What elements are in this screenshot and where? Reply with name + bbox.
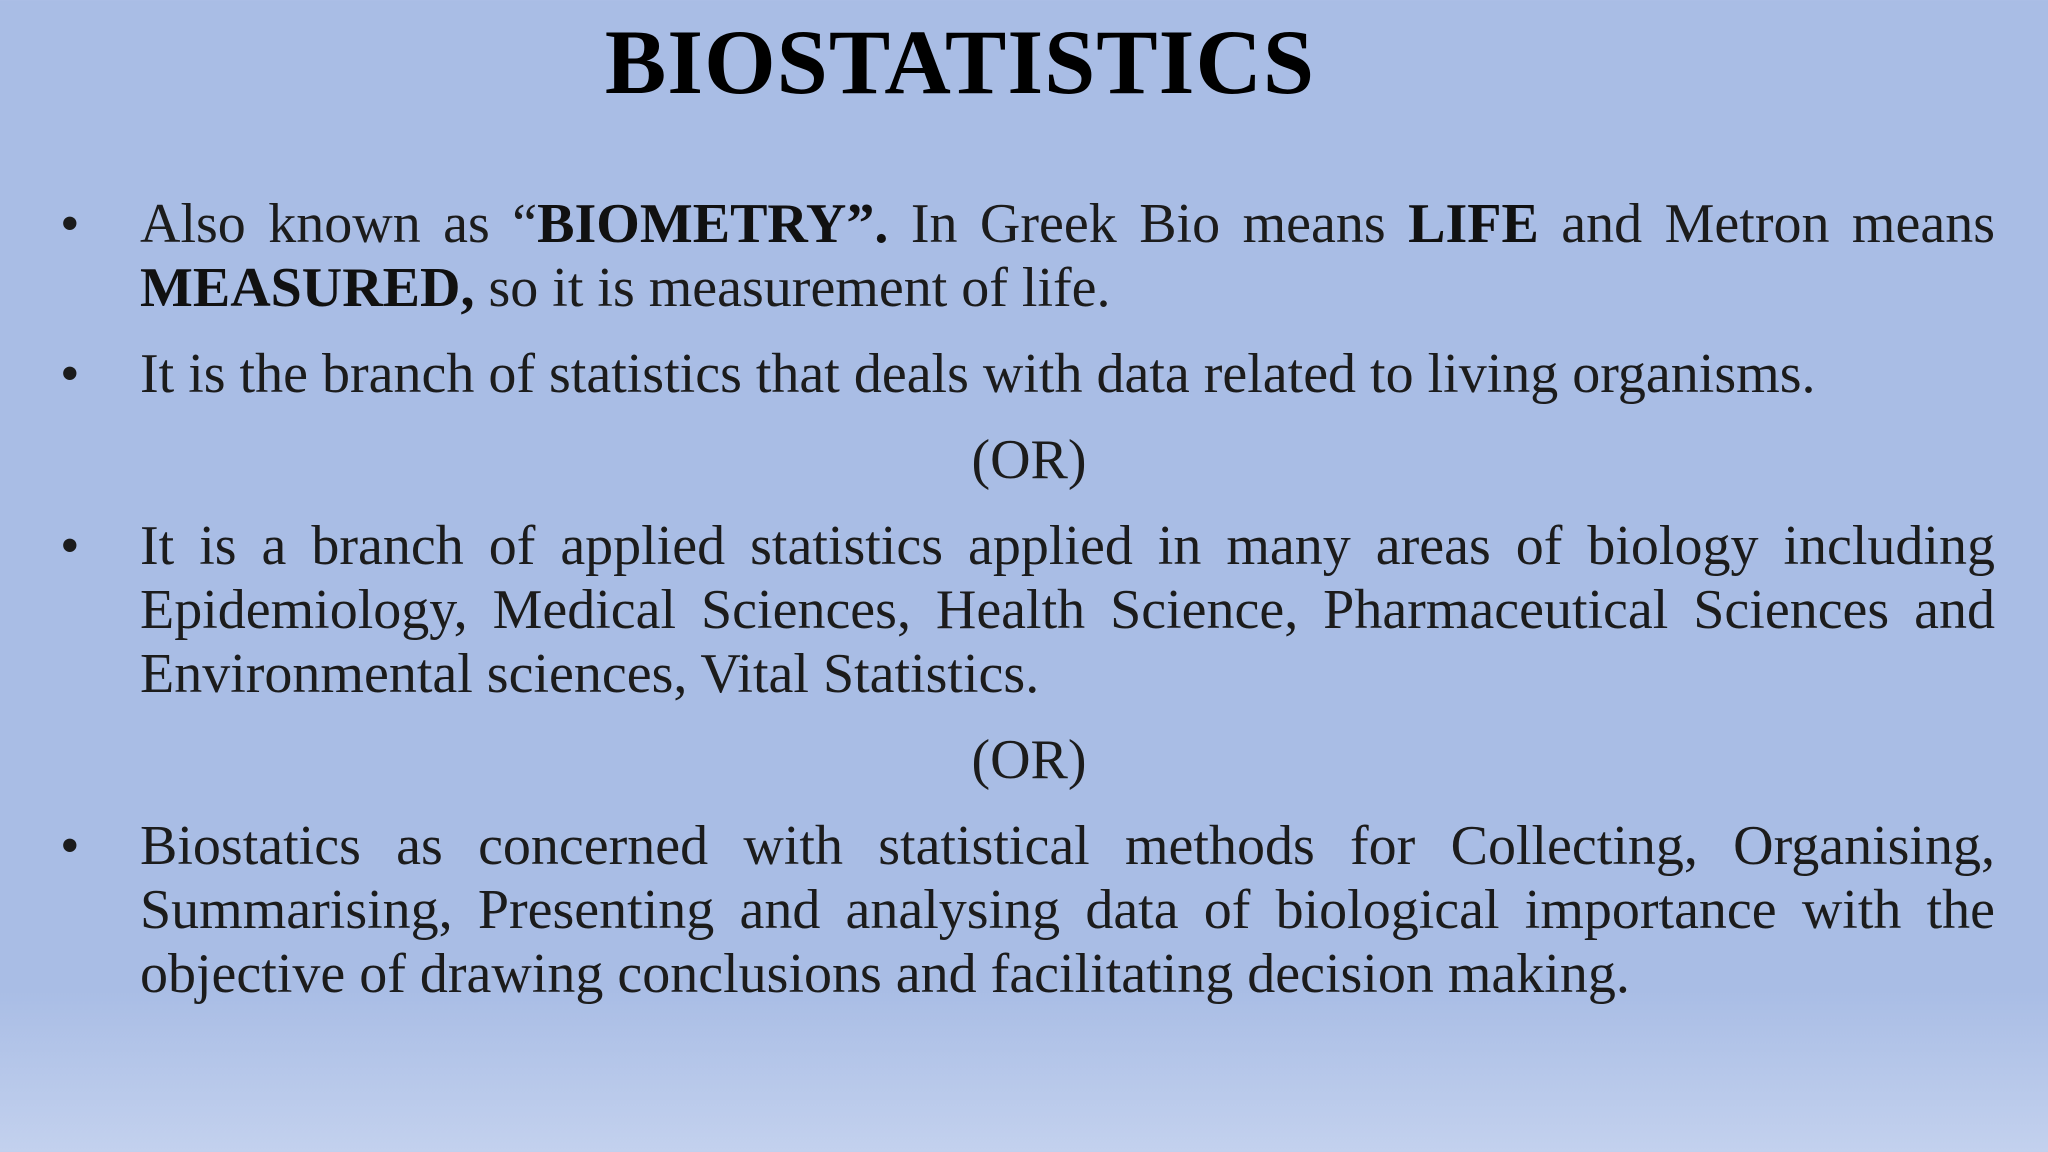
text-run: It is a branch of applied statistics applied in many areas of biology including Epidemiology, Medical Sciences, Health Science, Pharmaceutical Sciences and Environmental sciences, Vital Statistics. bbox=[140, 515, 1995, 705]
text-run-bold: LIFE bbox=[1408, 193, 1539, 255]
text-run: and Metron means bbox=[1538, 193, 1995, 255]
text-run-bold: MEASURED, bbox=[140, 257, 475, 319]
text-run: Also known as “ bbox=[140, 193, 538, 255]
bullet-glyph: • bbox=[60, 343, 80, 405]
text-run: Biostatics as concerned with statistical methods for Collecting, Organising, Summarising, Presenting and analysing data of biological importance with the objective of drawing conclusions and facilitating decision making. bbox=[140, 815, 1995, 1005]
bullet-glyph: • bbox=[60, 515, 80, 577]
text-run-bold: BIOMETRY”. bbox=[537, 193, 889, 255]
or-separator: (OR) bbox=[971, 429, 1087, 491]
slide-title: BIOSTATISTICS bbox=[604, 11, 1316, 113]
bullet-glyph: • bbox=[60, 815, 80, 877]
bullet-text bbox=[140, 514, 1995, 706]
bullet-text bbox=[140, 814, 1995, 1006]
bullet-text bbox=[140, 192, 1995, 320]
text-run: It is the branch of statistics that deals with data related to living organisms. bbox=[140, 343, 1816, 405]
bullet-text bbox=[140, 342, 1995, 406]
bullet-glyph: • bbox=[60, 193, 80, 255]
or-separator: (OR) bbox=[971, 729, 1087, 791]
text-run: so it is measurement of life. bbox=[474, 257, 1111, 319]
text-run: In Greek Bio means bbox=[888, 193, 1409, 255]
